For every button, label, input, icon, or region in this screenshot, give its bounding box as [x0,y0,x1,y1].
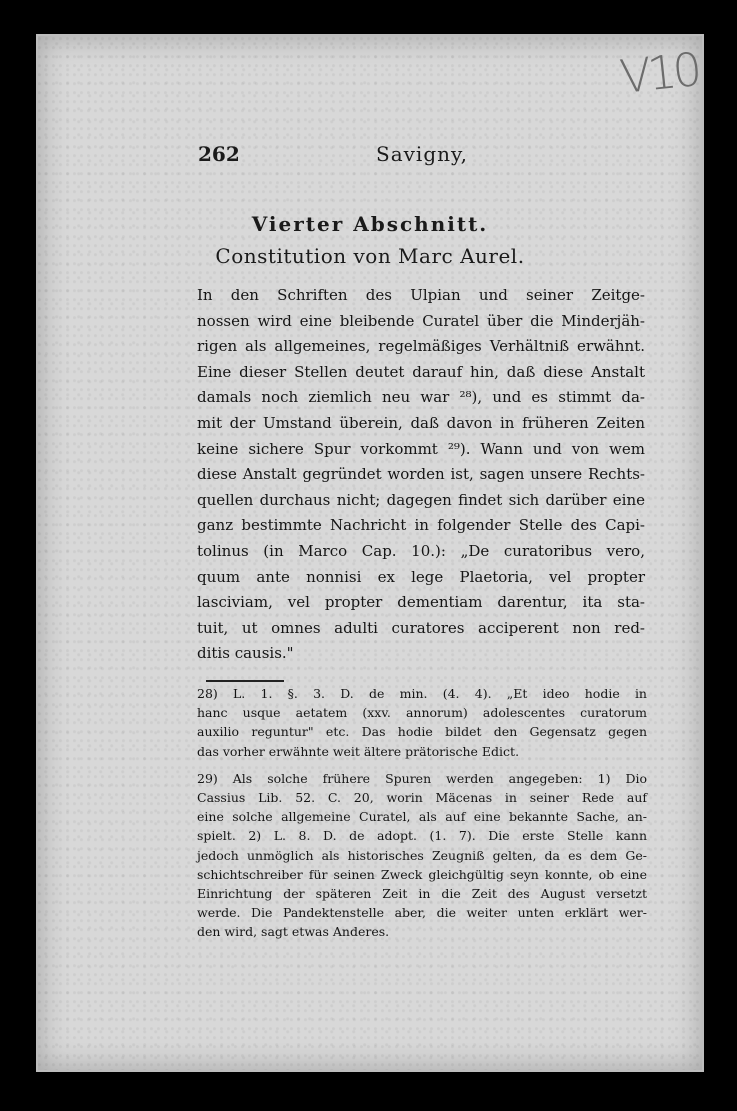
footnote-line: Cassius Lib. 52. C. 20, worin Mäcenas in seiner Rede auf [197,790,647,806]
body-line: lasciviam, vel propter dementiam darentur, ita sta- [197,593,645,612]
section-subtitle: Constitution von Marc Aurel. [215,244,525,268]
footnote-line: das vorher erwähnte weit ältere prätorische Edict. [197,743,520,759]
footnotes [197,684,647,942]
body-line: damals noch ziemlich neu war ²⁸), und es stimmt da- [197,388,645,407]
body-line: Eine dieser Stellen deutet darauf hin, daß diese Anstalt [197,362,645,381]
body-line: tuit, ut omnes adulti curatores acciperent non red- [197,618,645,637]
body-line: diese Anstalt gegründet worden ist, sagen unsere Rechts- [197,465,645,484]
body-line: mit der Umstand überein, daß davon in früheren Zeiten [197,413,645,432]
body-line: quellen durchaus nicht; dagegen findet sich darüber eine [197,490,645,509]
page-number: 262 [198,142,240,166]
footnote-29 [197,769,647,942]
footnote-line: 28) L. 1. §. 3. D. de min. (4. 4). „Et ideo hodie in [197,686,647,701]
footnote-line: den wird, sagt etwas Anderes. [197,924,390,940]
footnote-rule [206,680,284,682]
footnote-line: hanc usque aetatem (xxv. annorum) adolescentes curatorum [197,705,647,721]
body-line: In den Schriften des Ulpian und seiner Zeitge- [197,286,645,304]
body-line: tolinus (in Marco Cap. 10.): „De curatoribus vero, [197,541,645,560]
footnote-line: eine solche allgemeine Curatel, als auf eine bekannte Sache, an- [197,809,647,825]
footnote-line: spielt. 2) L. 8. D. de adopt. (1. 7). Die erste Stelle kann [197,828,647,844]
footnote-gap [197,761,647,769]
body-line: quum ante nonnisi ex lege Plaetoria, vel propter [197,567,645,586]
body-text [197,283,645,667]
footnote-line: schichtschreiber für seinen Zweck gleichgültig seyn konnte, ob eine [197,866,647,882]
footnote-line: jedoch unmöglich als historisches Zeugniß gelten, da es dem Ge- [197,847,647,863]
page-header [198,142,598,182]
footnote-line: 29) Als solche frühere Spuren werden angegeben: 1) Dio [197,770,647,786]
footnote-line: Einrichtung der späteren Zeit in die Zeit des August versetzt [197,886,647,902]
footnote-line: werde. Die Pandektenstelle aber, die weiter unten erklärt wer- [197,905,647,921]
footnote-line: auxilio reguntur" etc. Das hodie bildet den Gegensatz gegen [197,724,647,740]
body-line: keine sichere Spur vorkommt ²⁹). Wann und von wem [197,439,645,458]
footnote-28 [197,684,647,761]
archive-stamp: V10 [617,42,701,104]
section-title: Vierter Abschnitt. [251,212,489,236]
book-page [36,34,704,1072]
body-line: nossen wird eine bleibende Curatel über die Minderjäh- [197,311,645,330]
body-line: ganz bestimmte Nachricht in folgender Stelle des Capi- [197,516,645,535]
body-line: ditis causis." [197,644,294,663]
body-line: rigen als allgemeines, regelmäßiges Verhältniß erwähnt. [197,337,645,356]
running-head: Savigny, [376,142,469,166]
